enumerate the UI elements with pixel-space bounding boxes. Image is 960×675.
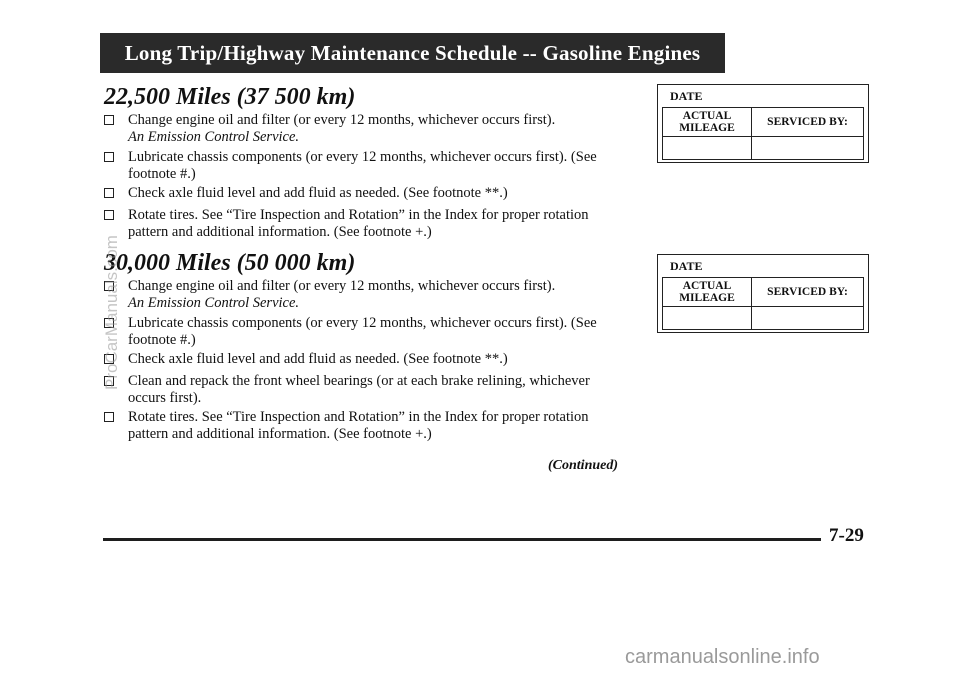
page-number: 7-29 — [829, 525, 864, 546]
record-entry-row[interactable] — [662, 306, 864, 330]
section-heading-22500: 22,500 Miles (37 500 km) — [104, 84, 356, 110]
item-text: Rotate tires. See “Tire Inspection and Rotation” in the Index for proper rotation pattern and additional information. (See footnote +.) — [128, 207, 589, 240]
side-watermark: ProCarManuals.com — [102, 235, 121, 390]
item-note: An Emission Control Service. — [128, 295, 300, 311]
record-date-label: DATE — [670, 259, 703, 273]
record-entry-row[interactable] — [662, 136, 864, 160]
record-serviced-header: SERVICED BY: — [767, 116, 848, 128]
checklist-item — [104, 112, 624, 146]
item-text: Change engine oil and filter (or every 12 months, whichever occurs first). — [128, 112, 556, 128]
item-note: An Emission Control Service. — [128, 129, 300, 145]
checkbox[interactable] — [104, 152, 114, 162]
record-mileage-cell[interactable] — [663, 137, 752, 159]
record-serviced-header: SERVICED BY: — [767, 286, 848, 298]
checkbox[interactable] — [104, 210, 114, 220]
checklist-item — [104, 207, 624, 241]
bottom-watermark: carmanualsonline.info — [625, 646, 820, 668]
record-date-label: DATE — [670, 89, 703, 103]
checklist-item — [104, 315, 624, 349]
checklist-item — [104, 185, 624, 202]
checkbox[interactable] — [104, 188, 114, 198]
checklist-item — [104, 409, 624, 443]
footer-rule — [103, 538, 821, 541]
checkbox[interactable] — [104, 115, 114, 125]
item-text: Lubricate chassis components (or every 12 months, whichever occurs first). (See footnote #.) — [128, 315, 597, 348]
service-record-30000 — [657, 254, 869, 333]
record-mileage-cell[interactable] — [663, 307, 752, 329]
checklist-item — [104, 351, 624, 368]
page-banner: Long Trip/Highway Maintenance Schedule -- Gasoline Engines — [100, 33, 725, 73]
checklist-item — [104, 149, 624, 183]
section-heading-30000: 30,000 Miles (50 000 km) — [104, 250, 356, 276]
continued-note: (Continued) — [548, 458, 619, 473]
checklist-item — [104, 373, 624, 407]
item-text: Change engine oil and filter (or every 12 months, whichever occurs first). — [128, 278, 556, 294]
item-text: Check axle fluid level and add fluid as needed. (See footnote **.) — [128, 185, 508, 201]
checklist-item — [104, 278, 624, 312]
item-text: Lubricate chassis components (or every 12 months, whichever occurs first). (See footnote #.) — [128, 149, 597, 182]
item-text: Check axle fluid level and add fluid as needed. (See footnote **.) — [128, 351, 508, 367]
item-text: Clean and repack the front wheel bearings (or at each brake relining, whichever occurs first). — [128, 373, 590, 406]
item-text: Rotate tires. See “Tire Inspection and Rotation” in the Index for proper rotation pattern and additional information. (See footnote +.) — [128, 409, 589, 442]
checkbox[interactable] — [104, 412, 114, 422]
service-record-22500 — [657, 84, 869, 163]
record-mileage-header: ACTUAL MILEAGE — [663, 108, 752, 136]
record-mileage-header: ACTUAL MILEAGE — [663, 278, 752, 306]
